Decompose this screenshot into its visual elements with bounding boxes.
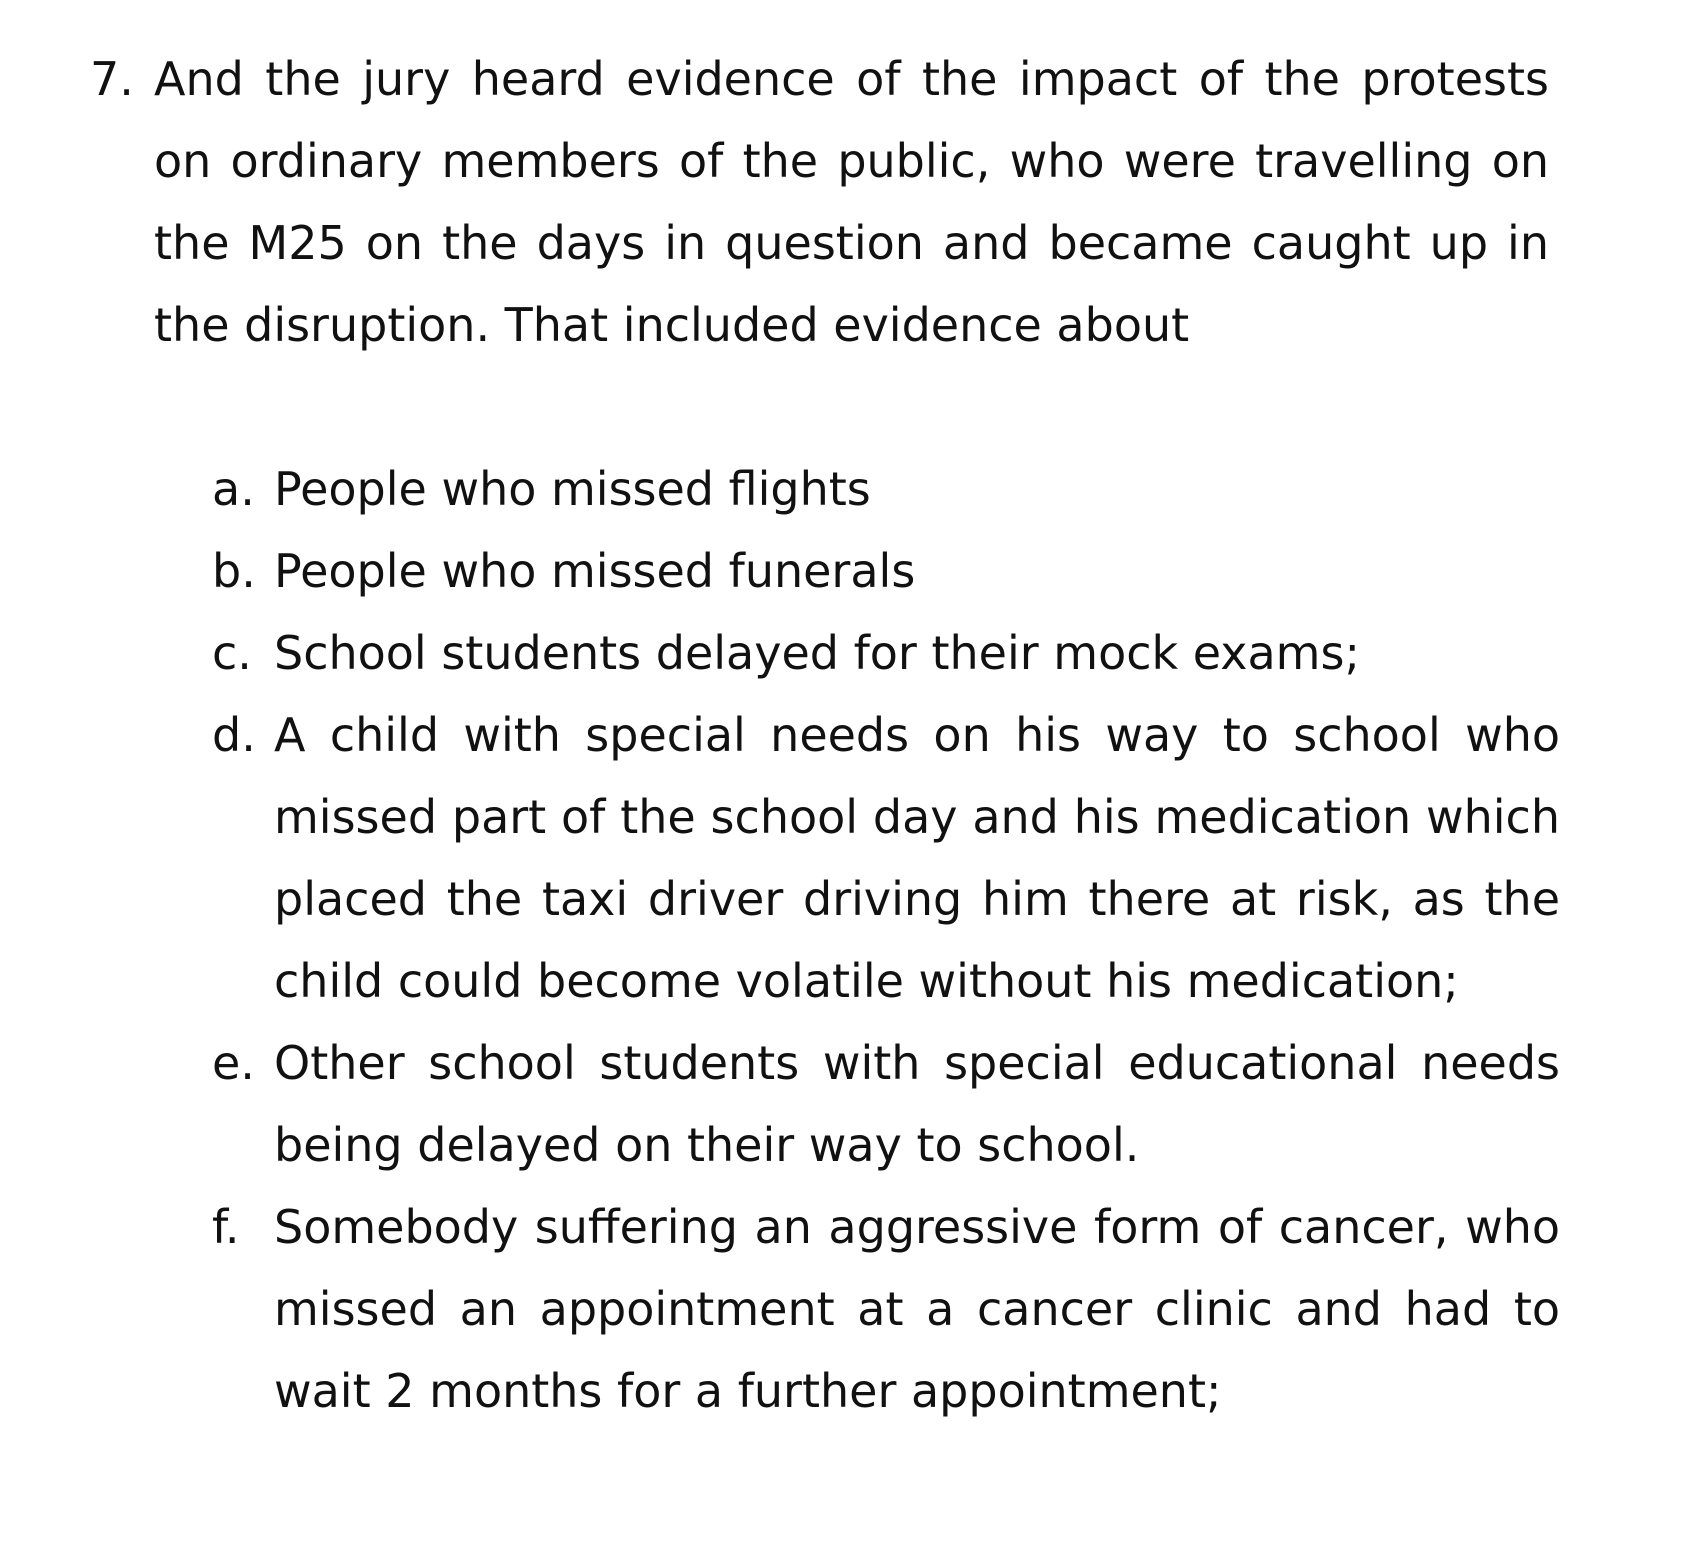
list-marker: d. xyxy=(212,708,256,762)
list-marker: b. xyxy=(212,544,256,598)
list-item-d xyxy=(212,694,1560,1022)
list-marker: c. xyxy=(212,626,252,680)
list-marker: e. xyxy=(212,1036,255,1090)
list-item-c xyxy=(212,612,1560,694)
list-item-text: School students delayed for their mock exams; xyxy=(274,626,1360,680)
list-item-text: Somebody suffering an aggressive form of cancer, who missed an appointment at a cancer clinic and had to wait 2 months for a further appointment; xyxy=(274,1200,1560,1418)
paragraph-number: 7. xyxy=(90,52,134,106)
list-item-e xyxy=(212,1022,1560,1186)
list-item-f xyxy=(212,1186,1560,1432)
list-item-b xyxy=(212,530,1560,612)
list-item-text: A child with special needs on his way to school who missed part of the school day and his medication which placed the taxi driver driving him there at risk, as the child could become volatile without his medication; xyxy=(274,708,1560,1008)
list-marker: f. xyxy=(212,1200,240,1254)
list-marker: a. xyxy=(212,462,255,516)
list-item-a xyxy=(212,448,1560,530)
paragraph-text: And the jury heard evidence of the impact of the protests on ordinary members of the public, who were travelling on the M25 on the days in question and became caught up in the disruption. That included evidence about xyxy=(154,52,1549,352)
list-item-text: Other school students with special educational needs being delayed on their way to school. xyxy=(274,1036,1560,1172)
evidence-list xyxy=(212,448,1560,1432)
list-item-text: People who missed flights xyxy=(274,462,871,516)
list-item-text: People who missed funerals xyxy=(274,544,916,598)
